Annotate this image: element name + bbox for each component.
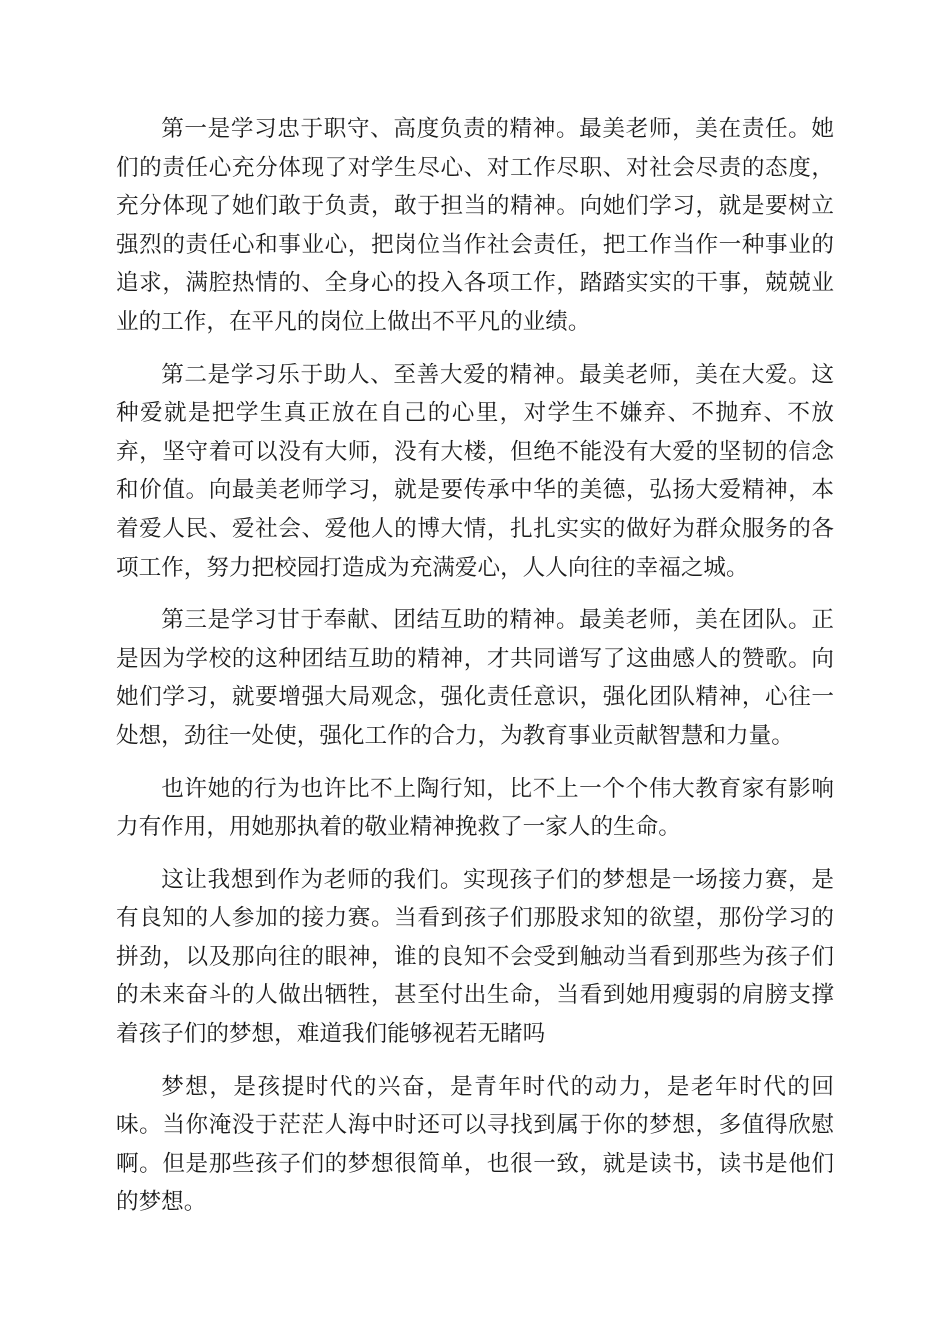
paragraph-great-love: 第二是学习乐于助人、至善大爱的精神。最美老师，美在大爱。这种爱就是把学生真正放在自己的心里，对学生不嫌弃、不抛弃、不放弃，坚守着可以没有大师，没有大楼，但绝不能没有大爱的坚韧的信念和价值。向最美老师学习，就是要传承中华的美德，弘扬大爱精神，本着爱人民、爱社会、爱他人的博大情，扎扎实实的做好为群众服务的各项工作，努力把校园打造成为充满爱心，人人向往的幸福之城。 [116, 361, 834, 581]
paragraph-tao-xingzhi: 也许她的行为也许比不上陶行知，比不上一个个伟大教育家有影响力有作用，用她那执着的敬业精神挽救了一家人的生命。 [116, 775, 834, 841]
paragraph-relay-race: 这让我想到作为老师的我们。实现孩子们的梦想是一场接力赛，是有良知的人参加的接力赛。当看到孩子们那股求知的欲望，那份学习的拼劲，以及那向往的眼神，谁的良知不会受到触动当看到那些为孩子们的未来奋斗的人做出牺牲，甚至付出生命，当看到她用瘦弱的肩膀支撑着孩子们的梦想，难道我们能够视若无睹吗 [116, 866, 834, 1048]
document-page [116, 110, 834, 1236]
paragraph-dreams: 梦想，是孩提时代的兴奋，是青年时代的动力，是老年时代的回味。当你淹没于茫茫人海中时还可以寻找到属于你的梦想，多值得欣慰啊。但是那些孩子们的梦想很简单，也很一致，就是读书，读书是他们的梦想。 [116, 1073, 834, 1216]
paragraph-responsibility: 第一是学习忠于职守、高度负责的精神。最美老师，美在责任。她们的责任心充分体现了对学生尽心、对工作尽职、对社会尽责的态度，充分体现了她们敢于负责，敢于担当的精神。向她们学习，就是要树立强烈的责任心和事业心，把岗位当作社会责任，把工作当作一种事业的追求，满腔热情的、全身心的投入各项工作，踏踏实实的干事，兢兢业业的工作，在平凡的岗位上做出不平凡的业绩。 [116, 116, 834, 335]
paragraph-teamwork: 第三是学习甘于奉献、团结互助的精神。最美老师，美在团队。正是因为学校的这种团结互助的精神，才共同谱写了这曲感人的赞歌。向她们学习，就要增强大局观念，强化责任意识，强化团队精神，心往一处想，劲往一处使，强化工作的合力，为教育事业贡献智慧和力量。 [116, 607, 834, 749]
